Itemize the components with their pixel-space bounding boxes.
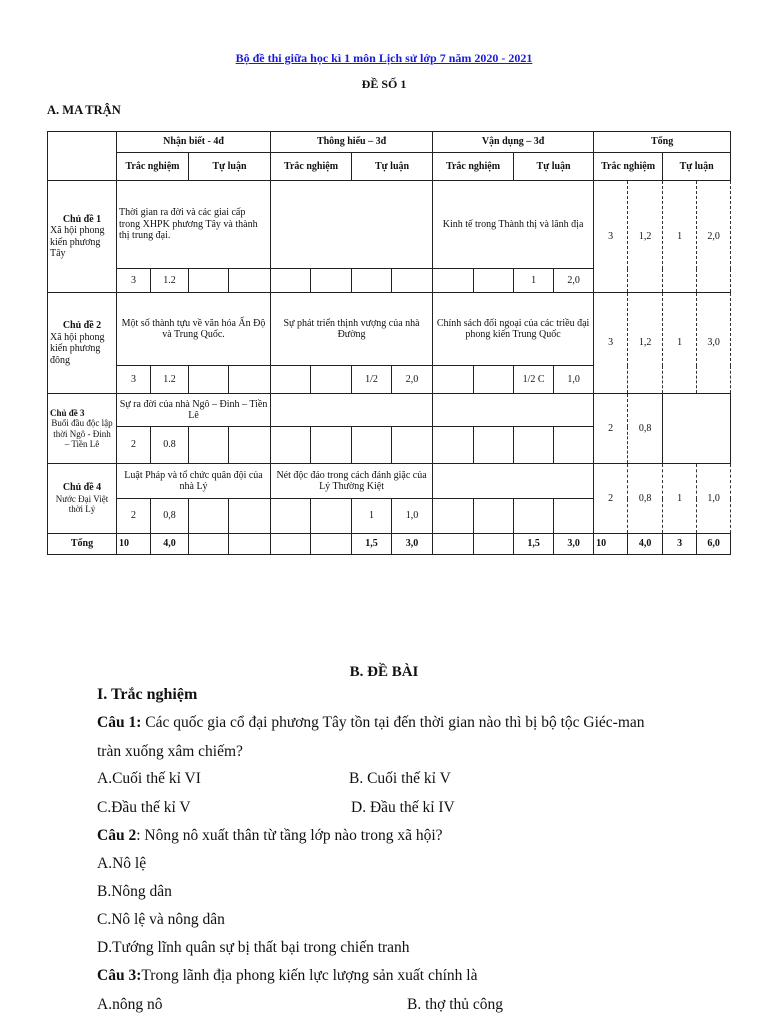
topic-2-label: Chủ đề 2 Xã hội phong kiến phương đông [48, 293, 117, 394]
q1-option-c[interactable]: C.Đầu thế kỉ V [97, 799, 191, 816]
topic-3-nb-text: Sự ra đời của nhà Ngô – Đinh – Tiền Lê [117, 394, 271, 427]
sub-tl: Tự luận [514, 153, 594, 181]
question-2-label: Câu 2 [97, 827, 137, 844]
q1-option-b[interactable]: B. Cuối thế kỉ V [349, 770, 451, 787]
topic-2-th-score: 2,0 [392, 366, 433, 394]
q2-option-d[interactable]: D.Tướng lĩnh quân sự bị thất bại trong chiến tranh [97, 939, 410, 956]
topic-2-total: 3,0 [697, 293, 731, 394]
question-1 [97, 715, 737, 731]
sub-tl: Tự luận [352, 153, 433, 181]
topic-1-th-text [271, 181, 433, 269]
topic-4-total: 0,8 [628, 464, 663, 534]
topic-3-nb-score: 0.8 [151, 427, 189, 464]
header-thong-hieu: Thông hiểu – 3đ [271, 132, 433, 153]
total-row [48, 534, 731, 555]
total-cell: 6,0 [697, 534, 731, 555]
topic-1-vd-text: Kinh tế trong Thành thị và lãnh địa [433, 181, 594, 269]
total-cell [474, 534, 514, 555]
topic-4-total: 1 [663, 464, 697, 534]
topic-2-nb-score: 1.2 [151, 366, 189, 394]
question-2 [97, 828, 443, 844]
part-1-heading: I. Trắc nghiệm [97, 686, 198, 703]
sub-tl: Tự luận [663, 153, 731, 181]
topic-3-total-empty [663, 394, 731, 464]
total-cell [433, 534, 474, 555]
total-label: Tổng [48, 534, 117, 555]
topic-2-total: 3 [594, 293, 628, 394]
matrix-table [47, 131, 731, 555]
topic-1-total: 2,0 [697, 181, 731, 293]
topic-4-nb-count: 2 [117, 499, 151, 534]
sub-tn: Trắc nghiệm [117, 153, 189, 181]
topic-2-th-count: 1/2 [352, 366, 392, 394]
total-cell: 3 [663, 534, 697, 555]
total-cell [189, 534, 229, 555]
total-cell: 10 [117, 534, 151, 555]
q3-option-b[interactable]: B. thợ thủ công [407, 996, 504, 1013]
topic-2-vd-score: 1,0 [554, 366, 594, 394]
question-1-label: Câu 1: [97, 714, 142, 731]
topic-2-vd-text: Chính sách đối ngoại của các triều đại phong kiến Trung Quốc [433, 293, 594, 366]
sub-tl: Tự luận [189, 153, 271, 181]
q3-option-a[interactable]: A.nông nô [97, 996, 163, 1013]
topic-1-nb-count: 3 [117, 269, 151, 293]
total-cell: 4,0 [628, 534, 663, 555]
header-van-dung: Vận dụng – 3đ [433, 132, 594, 153]
section-a-heading: A. MA TRẬN [47, 103, 121, 117]
q2-option-a[interactable]: A.Nô lệ [97, 855, 147, 872]
topic-4-total: 1,0 [697, 464, 731, 534]
total-cell: 10 [594, 534, 628, 555]
question-1-text: Các quốc gia cổ đại phương Tây tồn tại đến thời gian nào thì bị bộ tộc Giéc-man [141, 714, 645, 731]
total-cell [311, 534, 352, 555]
total-cell: 3,0 [554, 534, 594, 555]
topic-3-total: 2 [594, 394, 628, 464]
header-tong: Tổng [594, 132, 731, 153]
total-cell: 1,5 [352, 534, 392, 555]
topic-1-total: 3 [594, 181, 628, 293]
q2-option-c[interactable]: C.Nô lệ và nông dân [97, 911, 225, 928]
topic-2-total: 1,2 [628, 293, 663, 394]
topic-2-nb-count: 3 [117, 366, 151, 394]
total-cell [229, 534, 271, 555]
matrix-corner [48, 132, 117, 181]
topic-2-th-text: Sự phát triển thịnh vượng của nhà Đường [271, 293, 433, 366]
question-1-text-cont: tràn xuống xâm chiếm? [97, 743, 243, 760]
exam-number: ĐỀ SỐ 1 [361, 77, 407, 91]
q1-option-a[interactable]: A.Cuối thế kỉ VI [97, 770, 201, 787]
topic-4-th-score: 1,0 [392, 499, 433, 534]
topic-1-label: Chủ đề 1 Xã hội phong kiến phương Tây [48, 181, 117, 293]
topic-4-label: Chủ đề 4 Nước Đại Việt thời Lý [48, 464, 117, 534]
total-cell: 3,0 [392, 534, 433, 555]
q2-option-b[interactable]: B.Nông dân [97, 883, 172, 900]
topic-1-nb-score: 1.2 [151, 269, 189, 293]
topic-4-th-text: Nét độc đáo trong cách đánh giặc của Lý Thường Kiệt [271, 464, 433, 499]
topic-1-total: 1 [663, 181, 697, 293]
total-cell: 4,0 [151, 534, 189, 555]
topic-4-th-count: 1 [352, 499, 392, 534]
topic-1-vd-score: 2,0 [554, 269, 594, 293]
total-cell [271, 534, 311, 555]
topic-2-total: 1 [663, 293, 697, 394]
q1-option-d[interactable]: D. Đầu thế kỉ IV [351, 799, 455, 816]
total-cell: 1,5 [514, 534, 554, 555]
topic-1-vd-count: 1 [514, 269, 554, 293]
question-2-text: : Nông nô xuất thân từ tầng lớp nào trong xã hội? [136, 827, 443, 844]
topic-3-total: 0,8 [628, 394, 663, 464]
topic-1-total: 1,2 [628, 181, 663, 293]
sub-tn: Trắc nghiệm [433, 153, 514, 181]
question-3 [97, 968, 477, 984]
topic-3-label: Chủ đề 3 Buổi đầu độc lập thời Ngô - Đinh – Tiền Lê [48, 394, 117, 464]
topic-3-nb-count: 2 [117, 427, 151, 464]
question-3-text: Trong lãnh địa phong kiến lực lượng sản xuất chính là [141, 967, 478, 984]
sub-tn: Trắc nghiệm [594, 153, 663, 181]
topic-2-nb-text: Một số thành tựu về văn hóa Ấn Độ và Trung Quốc. [117, 293, 271, 366]
topic-4-nb-text: Luật Pháp và tổ chức quân đội của nhà Lý [117, 464, 271, 499]
topic-2-vd-count: 1/2 C [514, 366, 554, 394]
topic-4-total: 2 [594, 464, 628, 534]
section-b-heading: B. ĐỀ BÀI [349, 664, 419, 680]
topic-1-nb-text: Thời gian ra đời và các giai cấp trong XHPK phương Tây và thành thị trung đại. [117, 181, 271, 269]
document-link-title[interactable]: Bộ đề thi giữa học kì 1 môn Lịch sử lớp 7 năm 2020 - 2021 [235, 51, 533, 65]
question-3-label: Câu 3: [97, 967, 142, 984]
sub-tn: Trắc nghiệm [271, 153, 352, 181]
header-nhan-biet: Nhận biết - 4đ [117, 132, 271, 153]
topic-4-nb-score: 0,8 [151, 499, 189, 534]
